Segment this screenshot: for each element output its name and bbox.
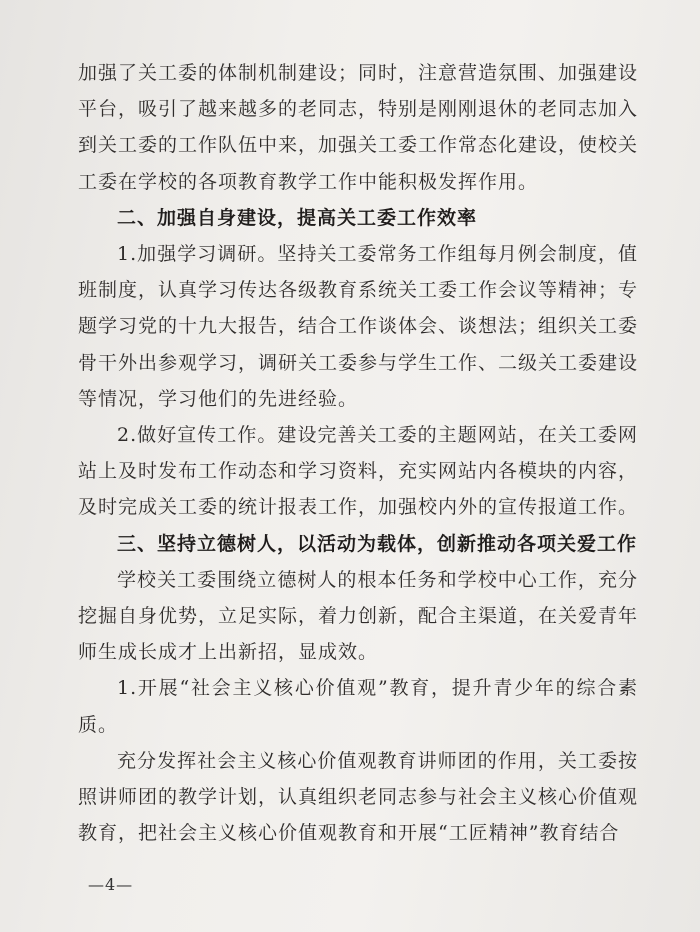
paragraph-publicity: 2.做好宣传工作。建设完善关工委的主题网站，在关工委网站上及时发布工作动态和学习资料，充实网站内各模块的内容，及时完成关工委的统计报表工作，加强校内外的宣传报道工作。 <box>78 424 639 519</box>
document-body <box>78 55 638 851</box>
section-heading-3: 三、坚持立德树人，以活动为载体，创新推动各项关爱工作 <box>117 532 638 555</box>
paragraph-section-3-intro: 学校关工委围绕立德树人的根本任务和学校中心工作，充分挖掘自身优势，立足实际，着力创新，配合主渠道，在关爱青年师生成长成才上出新招，显成效。 <box>78 568 639 664</box>
page-number: —4— <box>88 875 134 894</box>
paragraph-continuation: 加强了关工委的体制机制建设；同时，注意营造氛围、加强建设平台，吸引了越来越多的老同志，特别是刚刚退休的老同志加入到关工委的工作队伍中来，加强关工委工作常态化建设，使校关工委在学校的各项教育教学工作中能积极发挥作用。 <box>78 62 639 193</box>
paragraph-study-research: 1.加强学习调研。坚持关工委常务工作组每月例会制度，值班制度，认真学习传达各级教育系统关工委工作会议等精神；专题学习党的十九大报告，结合工作谈体会、谈想法；组织关工委骨干外出参观学习，调研关工委参与学生工作、二级关工委建设等情况，学习他们的先进经验。 <box>78 243 639 410</box>
paragraph-lecture-group: 充分发挥社会主义核心价值观教育讲师团的作用，关工委按照讲师团的教学计划，认真组织老同志参与社会主义核心价值观教育，把社会主义核心价值观教育和开展“工匠精神”教育结合 <box>78 749 639 845</box>
section-heading-2: 二、加强自身建设，提高关工委工作效率 <box>117 206 478 229</box>
paragraph-core-values-item: 1.开展“社会主义核心价值观”教育，提升青少年的综合素质。 <box>78 677 638 736</box>
